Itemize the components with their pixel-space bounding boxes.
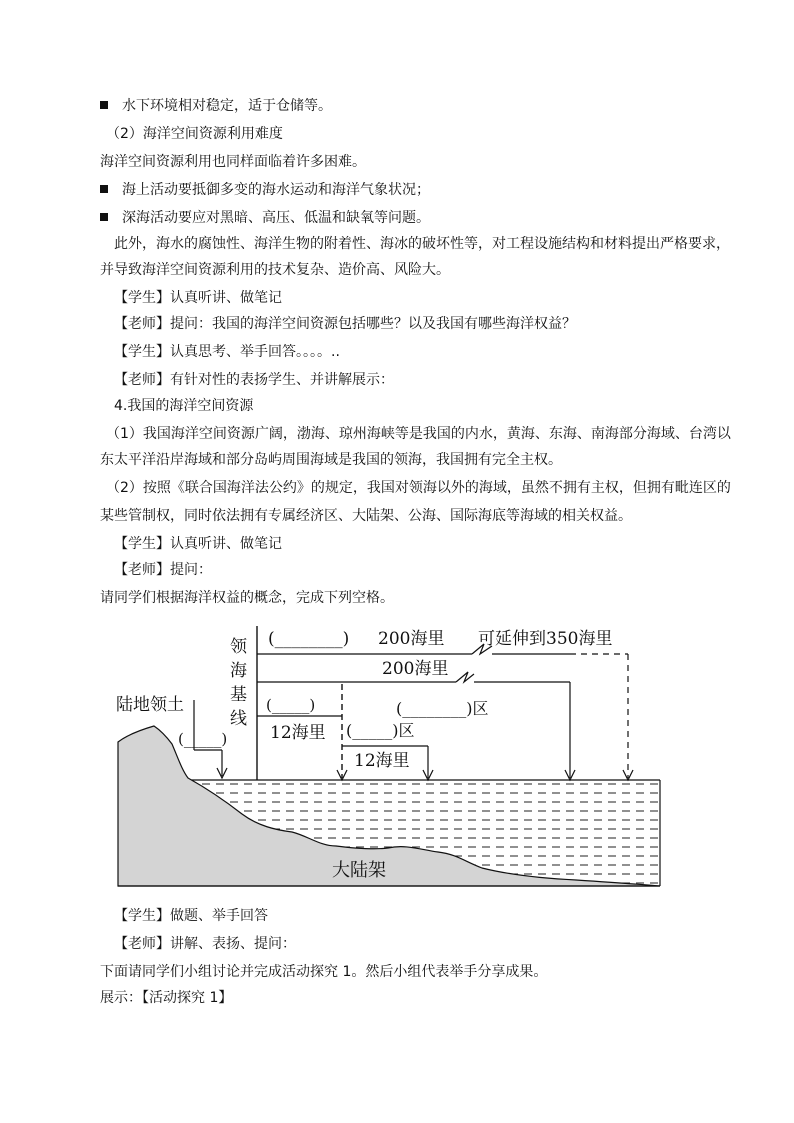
baseline-char-3: 基: [230, 685, 247, 705]
blank-zone-eez: (________)区: [396, 699, 489, 718]
student-note-2: 【学生】认真听讲、做笔记: [114, 536, 282, 552]
paragraph-difficulty: 海洋空间资源利用也同样面临着许多困难。: [100, 154, 366, 170]
section-heading-4: 4.我国的海洋空间资源: [114, 398, 254, 414]
label-200-mid: 200海里: [382, 659, 449, 679]
student-answer-1: 【学生】认真思考、举手回答。。。。..: [114, 344, 340, 360]
student-answer-2: 【学生】做题、举手回答: [114, 908, 268, 924]
bullet-line-storage: 水下环境相对稳定，适于仓储等。: [100, 96, 332, 116]
label-12-territorial: 12海里: [270, 723, 326, 743]
baseline-char-2: 海: [230, 661, 247, 681]
teacher-praise-1: 【老师】有针对性的表扬学生、并讲解展示：: [114, 372, 394, 388]
paragraph-moreover-2: 并导致海洋空间资源利用的技术复杂、造价高、风险大。: [100, 262, 450, 278]
maritime-zones-diagram: [116, 618, 664, 894]
continental-shelf-label: 大陆架: [332, 860, 386, 881]
point-1-line-1: （1）我国海洋空间资源广阔，渤海、琼州海峡等是我国的内水，黄海、东海、南海部分海域、台湾以: [106, 426, 731, 442]
land-territory-label: 陆地领土: [116, 695, 184, 715]
point-2-line-2: 某些管制权，同时依法拥有专属经济区、大陆架、公海、国际海底等海域的相关权益。: [100, 508, 632, 524]
label-extend-350: 可延伸到350海里: [478, 629, 613, 649]
blank-internal-waters: (_____): [178, 730, 228, 748]
label-200-top: 200海里: [378, 629, 445, 649]
student-note-1: 【学生】认真听讲、做笔记: [114, 290, 282, 306]
bullet-line-deepsea: 深海活动要应对黑暗、高压、低温和缺氧等问题。: [100, 208, 430, 228]
blank-top: (________): [268, 629, 350, 649]
paragraph-moreover-1: 此外，海水的腐蚀性、海洋生物的附着性、海冰的破坏性等，对工程设施结构和材料提出严格要求，: [114, 236, 730, 252]
blank-zone-contiguous: (_____)区: [346, 721, 415, 740]
teacher-question-1: 【老师】提问：我国的海洋空间资源包括哪些？以及我国有哪些海洋权益？: [114, 316, 576, 332]
baseline-char-4: 线: [230, 709, 247, 729]
teacher-praise-2: 【老师】讲解、表扬、提问：: [114, 936, 296, 952]
subheading-difficulty: （2）海洋空间资源利用难度: [106, 126, 283, 142]
label-12-contiguous: 12海里: [354, 751, 410, 771]
instruction-line: 请同学们根据海洋权益的概念，完成下列空格。: [100, 590, 394, 606]
square-bullet-icon: [100, 213, 108, 221]
square-bullet-icon: [100, 185, 108, 193]
point-1-line-2: 东太平洋沿岸海域和部分岛屿周围海域是我国的领海，我国拥有完全主权。: [100, 452, 562, 468]
point-2-line-1: （2）按照《联合国海洋法公约》的规定，我国对领海以外的海域，虽然不拥有主权，但拥有毗连区的: [106, 480, 731, 496]
blank-territorial-sea: (_____): [266, 696, 316, 714]
activity-title: 展示：【活动探究 1】: [100, 990, 233, 1006]
baseline-char-1: 领: [230, 637, 247, 657]
teacher-question-2: 【老师】提问：: [114, 562, 212, 578]
bullet-line-sea: 海上活动要抵御多变的海水运动和海洋气象状况；: [100, 180, 430, 200]
activity-instruction: 下面请同学们小组讨论并完成活动探究 1。然后小组代表举手分享成果。: [100, 964, 548, 980]
square-bullet-icon: [100, 101, 108, 109]
